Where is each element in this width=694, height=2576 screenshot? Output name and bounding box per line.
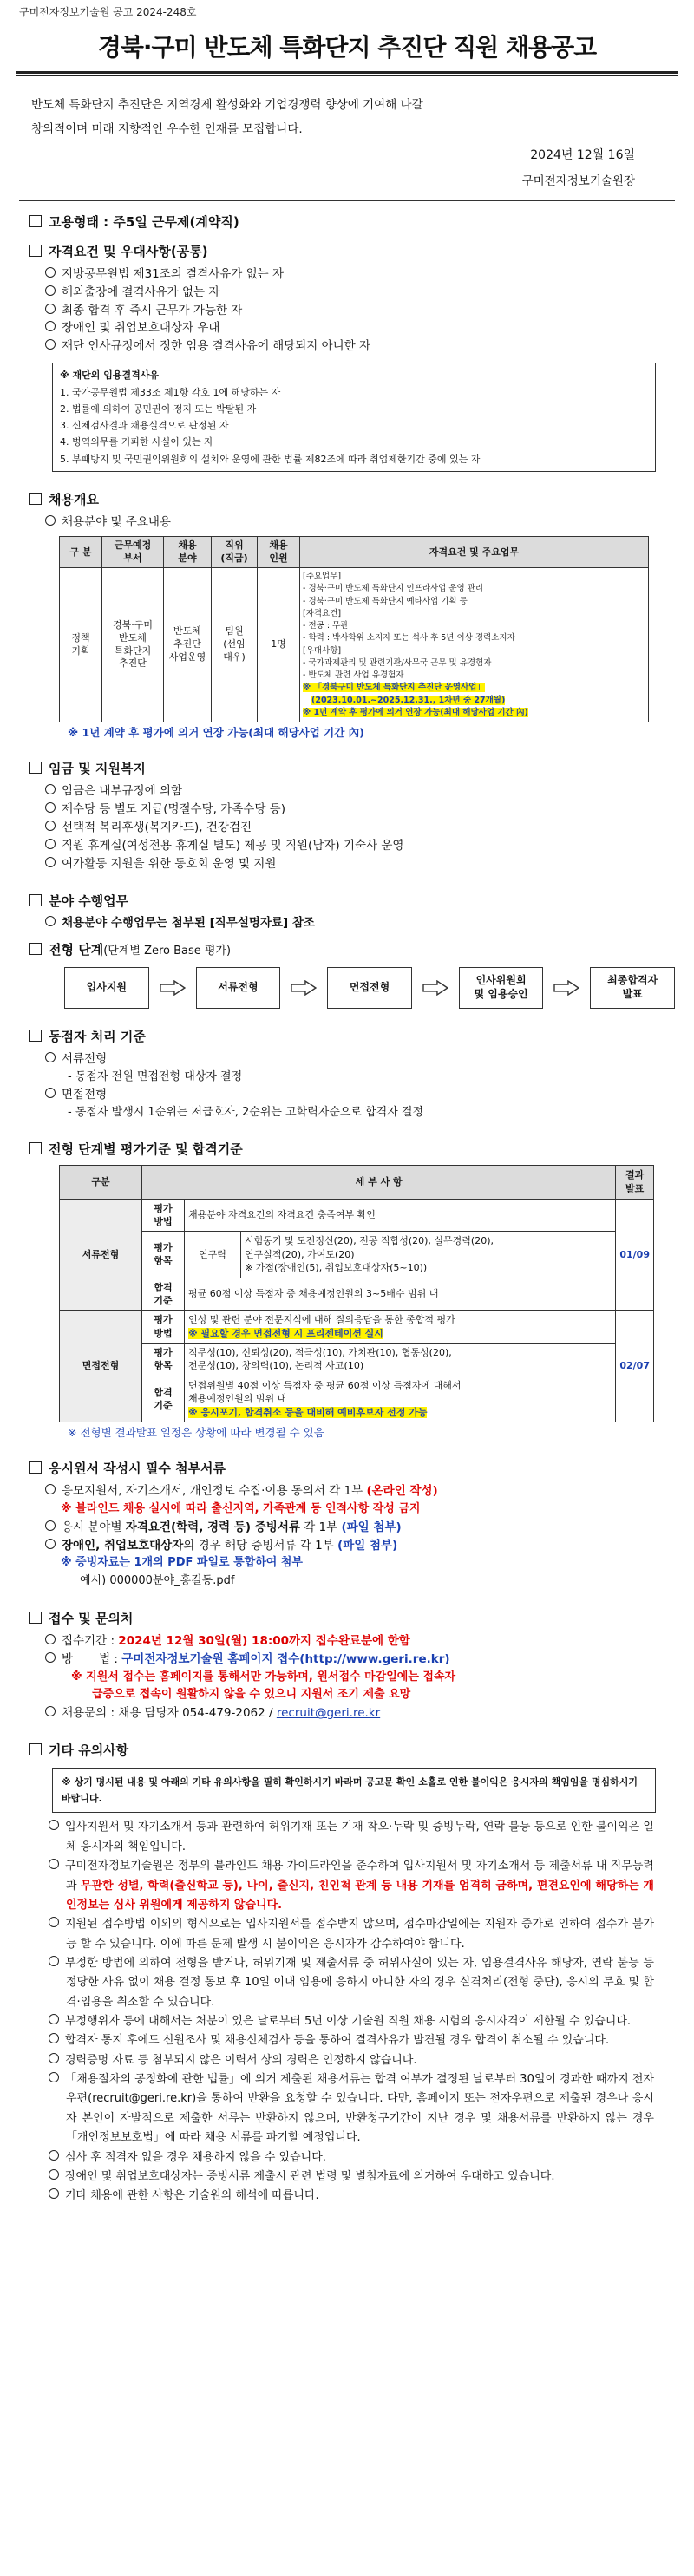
table-cell: 면접전형 xyxy=(60,1311,142,1422)
square-bullet-icon xyxy=(29,1030,42,1042)
circle-bullet-icon xyxy=(45,916,56,926)
process-step: 면접전형 xyxy=(327,967,412,1009)
table-cell: 직무성(10), 신뢰성(20), 적극성(10), 가치관(10), 협동성(20), 전문성(10), 창의력(10), 논리적 사고(10) xyxy=(185,1344,616,1376)
disqualification-box xyxy=(52,363,656,472)
docs-example: 예시) 000000분야_홍길동.pdf xyxy=(80,1574,235,1588)
table-row xyxy=(60,1311,654,1344)
list-item: 재단 인사규정에서 정한 임용 결격사유에 해당되지 아니한 자 xyxy=(45,337,675,356)
list-item: 방 법 : 구미전자정보기술원 홈페이지 접수(http://www.geri.re.kr) xyxy=(45,1651,675,1669)
circle-bullet-icon xyxy=(45,304,56,314)
box-item: 1. 국가공무원법 제33조 제1항 각호 1에 해당하는 자 xyxy=(60,386,281,398)
table-header: 결과 발표 xyxy=(616,1165,654,1199)
employment-heading: 고용형태 : 주5일 근무제(계약직) xyxy=(29,213,675,232)
email-link[interactable]: recruit@geri.re.kr xyxy=(276,1706,381,1721)
table-cell: 평가 방법 xyxy=(142,1311,185,1344)
process-step: 인사위원회 및 임용승인 xyxy=(459,967,544,1009)
table-cell: 1명 xyxy=(258,568,300,722)
box-item: 4. 병역의무를 기피한 사실이 있는 자 xyxy=(60,436,213,448)
circle-bullet-icon xyxy=(45,321,56,331)
detail-line: - 전공 : 무관 xyxy=(303,621,349,631)
title-divider xyxy=(16,71,678,76)
docs-note: ※ 블라인드 채용 실시에 따라 출신지역, 가족관계 등 인적사항 작성 금지 xyxy=(61,1501,421,1515)
etc-heading: 기타 유의사항 xyxy=(29,1742,675,1761)
result-date: 01/09 xyxy=(616,1199,654,1311)
detail-line: ※ 「경북구미 반도체 특화단지 추진단 운영사업」 xyxy=(303,683,485,693)
org-name: 구미전자정보기술원장 xyxy=(521,173,635,188)
circle-bullet-icon xyxy=(45,1484,56,1494)
circle-bullet-icon xyxy=(45,802,56,813)
detail-line: - 경북·구미 반도체 특화단지 인프라사업 운영 관리 xyxy=(303,584,484,594)
docs-note: ※ 증빙자료는 1개의 PDF 파일로 통합하여 첨부 xyxy=(61,1556,303,1570)
apply-heading: 접수 및 문의처 xyxy=(29,1610,675,1629)
table-header: 직위 (직급) xyxy=(212,537,258,568)
table-cell: 팀원 (선임 대우) xyxy=(212,568,258,722)
square-bullet-icon xyxy=(29,215,42,227)
intro-line-2: 창의적이며 미래 지향적인 우수한 인재를 모집합니다. xyxy=(31,121,303,136)
etc-paragraph: 합격자 통지 후에도 신원조사 및 채용신체검사 등을 통하여 결격사유가 발견될 경우 합격이 취소될 수 있습니다. xyxy=(49,2031,654,2050)
circle-bullet-icon xyxy=(45,1706,56,1716)
circle-bullet-icon xyxy=(49,1820,59,1830)
circle-bullet-icon xyxy=(45,1652,56,1663)
circle-bullet-icon xyxy=(49,2169,59,2180)
list-subitem: - 동점자 전원 면접전형 대상자 결정 xyxy=(68,1069,243,1083)
circle-bullet-icon xyxy=(49,1956,59,1966)
list-item: 응시 분야별 자격요건(학력, 경력 등) 증빙서류 각 1부 (파일 첨부) xyxy=(45,1519,675,1537)
intro-text xyxy=(19,94,675,141)
circle-bullet-icon xyxy=(49,2188,59,2199)
etc-paragraph: 장애인 및 취업보호대상자는 증빙서류 제출시 관련 법령 및 별첨자료에 의거하여 우대하고 있습니다. xyxy=(49,2167,654,2187)
table-cell: 평가 항목 xyxy=(142,1232,185,1278)
duty-heading: 분야 수행업무 xyxy=(29,892,675,912)
welfare-heading: 임금 및 지원복지 xyxy=(29,760,675,779)
etc-paragraph: 기타 채용에 관한 사항은 기술원의 해석에 따릅니다. xyxy=(49,2187,654,2206)
circle-bullet-icon xyxy=(45,1539,56,1549)
list-item: 선택적 복리후생(복지카드), 건강검진 xyxy=(45,819,675,837)
etc-paragraph: 부정행위자 등에 대해서는 처분이 있은 날로부터 5년 이상 기술원 직원 채용 시험의 응시자격이 제한될 수 있습니다. xyxy=(49,2012,654,2031)
circle-bullet-icon xyxy=(45,1052,56,1062)
intro-line-1: 반도체 특화단지 추진단은 지역경제 활성화와 기업경쟁력 향상에 기여해 나갈 xyxy=(31,97,423,112)
circle-bullet-icon xyxy=(45,857,56,867)
detail-line: ※ 1년 계약 후 평가에 의거 연장 가능(최대 해당사업 기간 內) xyxy=(303,707,528,717)
table-header: 구 분 xyxy=(60,537,102,568)
table-cell: 채용분야 자격요건의 자격요건 충족여부 확인 xyxy=(185,1199,616,1232)
process-step: 최종합격자 발표 xyxy=(590,967,675,1009)
recruit-sub: 채용분야 및 주요내용 xyxy=(45,513,675,532)
table-row xyxy=(60,568,649,722)
circle-bullet-icon xyxy=(45,839,56,849)
notice-number: 구미전자정보기술원 공고 2024-248호 xyxy=(19,6,197,18)
circle-bullet-icon xyxy=(45,1634,56,1644)
criteria-heading: 전형 단계별 평가기준 및 합격기준 xyxy=(29,1141,675,1160)
table-cell: 합격 기준 xyxy=(142,1376,185,1422)
arrow-right-icon xyxy=(553,980,579,996)
detail-line: - 경북·구미 반도체 특화단지 예타사업 기획 등 xyxy=(303,596,468,606)
circle-bullet-icon xyxy=(45,339,56,350)
square-bullet-icon xyxy=(29,1743,42,1755)
criteria-table xyxy=(59,1165,654,1422)
arrow-right-icon xyxy=(291,980,317,996)
circle-bullet-icon xyxy=(45,285,56,296)
circle-bullet-icon xyxy=(45,267,56,278)
table-cell: 면접위원별 40점 이상 득점자 중 평균 60점 이상 득점자에 대해서 채용예정인원의 범위 내 ※ 응시포기, 합격취소 등을 대비해 예비후보자 선정 가능 xyxy=(185,1376,616,1422)
detail-line: - 반도체 관련 사업 유경험자 xyxy=(303,670,404,681)
table-header: 채용 인원 xyxy=(258,537,300,568)
circle-bullet-icon xyxy=(49,1917,59,1927)
table-row xyxy=(60,1199,654,1232)
circle-bullet-icon xyxy=(49,2014,59,2024)
list-item: 최종 합격 후 즉시 근무가 가능한 자 xyxy=(45,302,675,320)
list-item: 여가활동 지원을 위한 동호회 운영 및 지원 xyxy=(45,855,675,873)
square-bullet-icon xyxy=(29,894,42,906)
table-cell xyxy=(185,1232,616,1278)
detail-line: (2023.10.01.~2025.12.31., 1차년 중 27개월) xyxy=(311,695,506,705)
etc-paragraph: 「채용절차의 공정화에 관한 법률」에 의거 제출된 채용서류는 합격 여부가 결정된 날로부터 30일이 경과한 때까지 전자우편(recruit@geri.re.kr)을 통하여 반환을 요청할 수 있습니다. 다만, 홈페이지 또는 전자우편으로 제출된 경우나 응시자 본인이 자발적으로 제출한 서류는 반환하지 않으며, 반환청구기간이 지난 경우 및 채용서류를 반환하지 않는 경우 「개인정보보호법」에 따라 채용 서류를 파기할 예정입니다. xyxy=(49,2070,654,2148)
table-cell: 연구력 xyxy=(185,1232,241,1277)
recruit-note: ※ 1년 계약 후 평가에 의거 연장 가능(최대 해당사업 기간 內) xyxy=(68,726,364,740)
job-detail-cell xyxy=(300,568,649,722)
circle-bullet-icon xyxy=(49,2072,59,2082)
table-header: 자격요건 및 주요업무 xyxy=(300,537,649,568)
process-heading: 전형 단계(단계별 Zero Base 평가) xyxy=(29,941,675,960)
circle-bullet-icon xyxy=(45,821,56,831)
list-item: 임금은 내부규정에 의함 xyxy=(45,782,675,801)
table-row xyxy=(60,1376,654,1422)
table-header: 구분 xyxy=(60,1165,142,1199)
box-item: 2. 법률에 의하여 공민권이 정지 또는 박탈된 자 xyxy=(60,402,257,415)
table-cell: 서류전형 xyxy=(60,1199,142,1311)
list-item: 채용문의 : 채용 담당자 054-479-2062 / recruit@geri.re.kr xyxy=(45,1704,675,1723)
arrow-right-icon xyxy=(422,980,448,996)
etc-paragraph: 구미전자정보기술원은 정부의 블라인드 채용 가이드라인을 준수하여 입사지원서 및 자기소개서 등 제출서류 내 직무능력과 무관한 성별, 학력(출신학교 등), 나이, 출신지, 친인척 관계 등 내용 기재를 엄격히 금하며, 편견요인에 해당하는 개인정보는 심사 위원에게 제공하지 않습니다. xyxy=(49,1857,654,1915)
result-date: 02/07 xyxy=(616,1311,654,1422)
table-cell: 평가 항목 xyxy=(142,1344,185,1376)
circle-bullet-icon xyxy=(45,515,56,526)
circle-bullet-icon xyxy=(49,2053,59,2063)
table-cell: 평가 방법 xyxy=(142,1199,185,1232)
square-bullet-icon xyxy=(29,943,42,955)
list-item: 접수기간 : 2024년 12월 30일(월) 18:00까지 접수완료분에 한함 xyxy=(45,1632,675,1651)
homepage-link[interactable]: 구미전자정보기술원 홈페이지 접수(http://www.geri.re.kr) xyxy=(121,1651,450,1666)
box-title: ※ 재단의 임용결격사유 xyxy=(60,369,159,382)
list-item: 지방공무원법 제31조의 결격사유가 없는 자 xyxy=(45,265,675,284)
etc-paragraph: 부정한 방법에 의하여 전형을 받거나, 허위기재 및 제출서류 중 허위사실이 있는 자, 임용결격사유 해당자, 연락 불능 등 정당한 사유 없이 채용 결정 통보 후 10일 이내 임용에 응하지 아니한 자의 경우 실격처리(전형 중단), 응시의 무효 및 합격·임용을 취소할 수 있습니다. xyxy=(49,1954,654,2012)
process-step: 서류전형 xyxy=(196,967,281,1009)
table-cell: 인성 및 관련 분야 전문지식에 대해 질의응답을 통한 종합적 평가 ※ 필요할 경우 면접전형 시 프리젠테이션 실시 xyxy=(185,1311,616,1344)
box-item: 3. 신체검사결과 채용실격으로 판정된 자 xyxy=(60,420,229,432)
list-item: 서류전형 xyxy=(45,1050,675,1069)
etc-paragraph: 입사지원서 및 자기소개서 등과 관련하여 허위기재 또는 기재 착오·누락 및 증빙누락, 연락 불능 등으로 인한 불이익은 일체 응시자의 책임입니다. xyxy=(49,1818,654,1857)
etc-paragraph: 심사 후 적격자 없을 경우 채용하지 않을 수 있습니다. xyxy=(49,2148,654,2167)
detail-line: [주요업무] xyxy=(303,572,342,582)
detail-line: - 학력 : 박사학위 소지자 또는 석사 후 5년 이상 경력소지자 xyxy=(303,633,515,644)
etc-paragraph: 경력증명 자료 등 첨부되지 않은 이력서 상의 경력은 인정하지 않습니다. xyxy=(49,2051,654,2070)
list-item: 응모지원서, 자기소개서, 개인정보 수집·이용 동의서 각 1부 (온라인 작성) xyxy=(45,1482,675,1500)
apply-note: ※ 지원서 접수는 홈페이지를 통해서만 가능하며, 원서접수 마감일에는 접속자 xyxy=(71,1670,456,1684)
square-bullet-icon xyxy=(29,1461,42,1474)
list-item: 제수당 등 별도 지급(명절수당, 가족수당 등) xyxy=(45,801,675,819)
process-flow xyxy=(64,967,675,1009)
table-cell: 시험동기 및 도전정신(20), 전공 적합성(20), 실무경력(20), 연구실적(20), 가여도(20) ※ 가점(장애인(5), 취업보호대상자(5~10)) xyxy=(245,1235,494,1274)
square-bullet-icon xyxy=(29,245,42,257)
square-bullet-icon xyxy=(29,762,42,774)
tie-heading: 동점자 처리 기준 xyxy=(29,1028,675,1047)
etc-notice-box: ※ 상기 명시된 내용 및 아래의 기타 유의사항을 필히 확인하시기 바라며 공고문 확인 소홀로 인한 불이익은 응시자의 책임임을 명심하시기 바랍니다. xyxy=(52,1768,656,1814)
notice-date: 2024년 12월 16일 xyxy=(530,148,635,163)
qualification-heading: 자격요건 및 우대사항(공통) xyxy=(29,243,675,262)
table-header: 채용 분야 xyxy=(164,537,212,568)
process-step: 입사지원 xyxy=(64,967,149,1009)
duty-item: 채용분야 수행업무는 첨부된 [직무설명자료] 참조 xyxy=(45,914,675,932)
table-cell: 정책 기획 xyxy=(60,568,102,722)
docs-heading: 응시원서 작성시 필수 첨부서류 xyxy=(29,1460,675,1479)
criteria-note: ※ 전형별 결과발표 일정은 상황에 따라 변경될 수 있음 xyxy=(68,1426,324,1440)
section-divider xyxy=(19,200,675,201)
etc-paragraph: 지원된 접수방법 이외의 형식으로는 입사지원서를 접수받지 않으며, 접수마감일에는 지원자 증가로 인하여 접수가 불가능 할 수 있습니다. 이에 따른 문제 발생 시 불이익은 응시자가 감수하여야 합니다. xyxy=(49,1915,654,1954)
square-bullet-icon xyxy=(29,493,42,505)
table-cell: 합격 기준 xyxy=(142,1278,185,1311)
arrow-right-icon xyxy=(160,980,186,996)
square-bullet-icon xyxy=(29,1142,42,1154)
table-cell: 반도체 추진단 사업운영 xyxy=(164,568,212,722)
list-item: 장애인 및 취업보호대상자 우대 xyxy=(45,319,675,337)
list-item: 직원 휴게실(여성전용 휴게실 별도) 제공 및 직원(남자) 기숙사 운영 xyxy=(45,837,675,855)
circle-bullet-icon xyxy=(49,2033,59,2043)
table-cell: 경북·구미 반도체 특화단지 추진단 xyxy=(102,568,164,722)
table-header: 근무예정 부서 xyxy=(102,537,164,568)
recruit-heading: 채용개요 xyxy=(29,491,675,510)
detail-line: [우대사항] xyxy=(303,645,342,656)
list-item: 장애인, 취업보호대상자의 경우 해당 증빙서류 각 1부 (파일 첨부) xyxy=(45,1537,675,1555)
list-item: 해외출장에 결격사유가 없는 자 xyxy=(45,284,675,302)
page-title: 경북·구미 반도체 특화단지 추진단 직원 채용공고 xyxy=(97,33,597,62)
circle-bullet-icon xyxy=(49,2150,59,2161)
box-item: 5. 부패방지 및 국민권익위원회의 설치와 운영에 관한 법률 제82조에 따라 취업제한기간 중에 있는 자 xyxy=(60,453,481,465)
square-bullet-icon xyxy=(29,1612,42,1624)
circle-bullet-icon xyxy=(45,1520,56,1531)
table-row xyxy=(60,1232,654,1278)
circle-bullet-icon xyxy=(45,784,56,794)
detail-line: [자격요건] xyxy=(303,608,342,618)
table-row xyxy=(60,1344,654,1376)
circle-bullet-icon xyxy=(49,1859,59,1869)
list-item: 면접전형 xyxy=(45,1086,675,1104)
circle-bullet-icon xyxy=(45,1088,56,1098)
list-subitem: - 동점자 발생시 1순위는 저급호자, 2순위는 고학력자순으로 합격자 결정 xyxy=(68,1105,424,1119)
recruit-table xyxy=(59,536,649,722)
table-row xyxy=(60,1278,654,1311)
apply-note: 급증으로 접속이 원활하지 않을 수 있으니 지원서 조기 제출 요망 xyxy=(92,1688,411,1702)
detail-line: - 국가과제관리 및 관련기관/사무국 근무 및 유경험자 xyxy=(303,657,492,668)
table-cell: 평균 60점 이상 득점자 중 채용예정인원의 3~5배수 범위 내 xyxy=(185,1278,616,1311)
table-header: 세 부 사 항 xyxy=(142,1165,616,1199)
